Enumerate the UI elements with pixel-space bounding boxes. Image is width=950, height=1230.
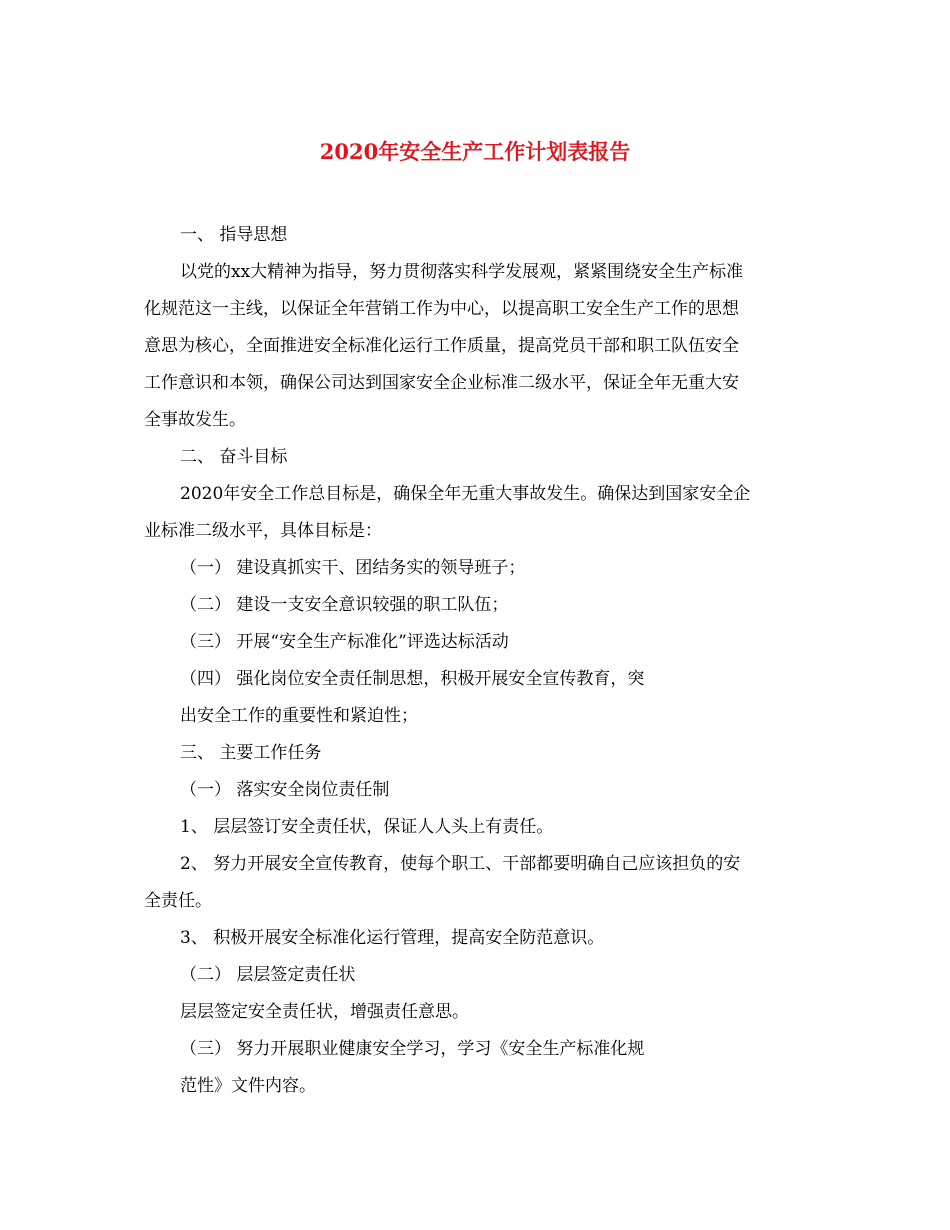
paragraph-line: 全责任。 (144, 891, 212, 911)
paragraph-line: 化规范这一主线，以保证全年营销工作为中心，以提高职工安全生产工作的思想 (144, 299, 739, 319)
subheading: （二） 层层签定责任状 (180, 965, 356, 985)
list-item: 3、 积极开展安全标准化运行管理，提高安全防范意识。 (180, 928, 605, 948)
paragraph-line: 层层签定安全责任状，增强责任意思。 (180, 1002, 469, 1022)
paragraph-line: 2020年安全工作总目标是，确保全年无重大事故发生。确保达到国家安全企 (180, 484, 751, 504)
list-item: 2、 努力开展安全宣传教育，使每个职工、干部都要明确自己应该担负的安 (180, 854, 741, 874)
list-item: （一） 建设真抓实干、团结务实的领导班子； (180, 558, 526, 578)
paragraph-line: 范性》文件内容。 (180, 1076, 316, 1096)
heading-main-tasks: 三、 主要工作任务 (180, 743, 322, 763)
paragraph-line: 全事故发生。 (144, 410, 246, 430)
paragraph-line: 工作意识和本领，确保公司达到国家安全企业标准二级水平，保证全年无重大安 (144, 373, 739, 393)
paragraph-line: 出安全工作的重要性和紧迫性； (180, 706, 418, 726)
paragraph-line: 以党的xx大精神为指导，努力贯彻落实科学发展观，紧紧围绕安全生产标准 (180, 262, 744, 282)
document-title: 2020年安全生产工作计划表报告 (319, 139, 631, 164)
list-item: 1、 层层签订安全责任状，保证人人头上有责任。 (180, 817, 554, 837)
subheading: （三） 努力开展职业健康安全学习，学习《安全生产标准化规 (180, 1039, 645, 1059)
paragraph-line: 意思为核心，全面推进安全标准化运行工作质量，提高党员干部和职工队伍安全 (144, 336, 739, 356)
heading-guiding-ideology: 一、 指导思想 (180, 225, 288, 245)
list-item: （四） 强化岗位安全责任制思想，积极开展安全宣传教育，突 (180, 669, 645, 689)
heading-goals: 二、 奋斗目标 (180, 447, 288, 467)
subheading: （一） 落实安全岗位责任制 (180, 780, 390, 800)
list-item: （二） 建设一支安全意识较强的职工队伍； (180, 595, 509, 615)
paragraph-line: 业标准二级水平，具体目标是： (144, 521, 382, 541)
list-item: （三） 开展“安全生产标准化”评选达标活动 (180, 632, 509, 652)
